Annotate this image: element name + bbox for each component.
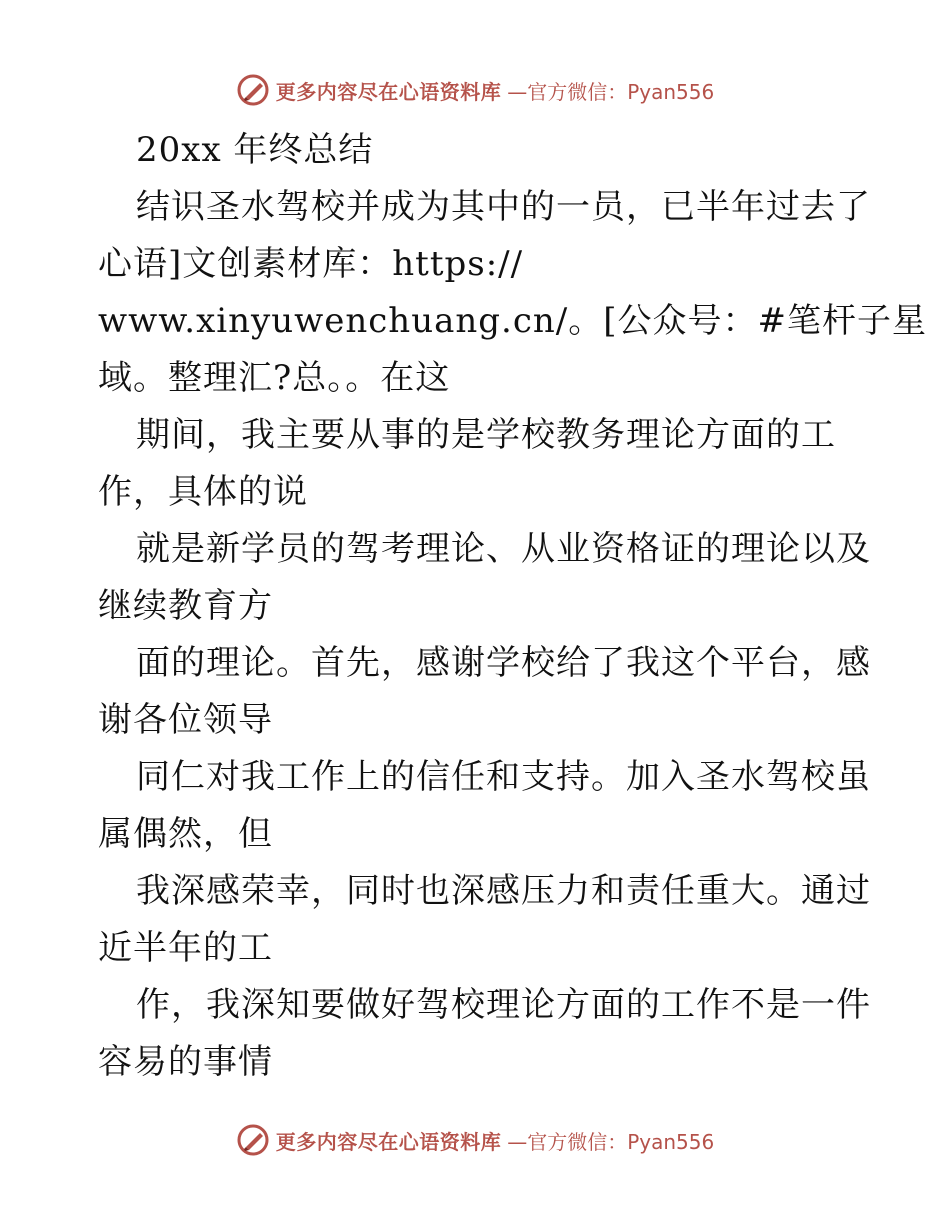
paragraph-line: 作，具体的说: [98, 472, 308, 512]
doc-title: 20xx 年终总结: [136, 130, 374, 170]
paragraph-line: 就是新学员的驾考理论、从业资格证的理论以及: [136, 529, 871, 569]
paragraph-line: www.xinyuwenchuang.cn/。[公众号：#笔杆子星: [98, 301, 927, 341]
logo-icon: [236, 1123, 270, 1157]
paragraph-line: 谢各位领导: [98, 700, 273, 740]
paragraph-line: 作，我深知要做好驾校理论方面的工作不是一件: [136, 985, 871, 1025]
header-banner: [0, 70, 950, 110]
footer-tag: —官方微信：Pyan556: [507, 1129, 715, 1154]
paragraph-line: 继续教育方: [98, 586, 273, 626]
paragraph-line: 域。整理汇?总。。在这: [98, 358, 451, 398]
paragraph-line: 结识圣水驾校并成为其中的一员，已半年过去了: [136, 187, 871, 227]
paragraph-line: 面的理论。首先，感谢学校给了我这个平台，感: [136, 643, 871, 683]
paragraph-line: 容易的事情: [98, 1042, 273, 1082]
footer-banner: [0, 1120, 950, 1160]
paragraph-line: 属偶然，但: [98, 814, 273, 854]
logo-icon: [236, 73, 270, 107]
paragraph-line: 我深感荣幸，同时也深感压力和责任重大。通过: [136, 871, 871, 911]
paragraph-line: 同仁对我工作上的信任和支持。加入圣水驾校虽: [136, 757, 871, 797]
document-body: [98, 122, 927, 1091]
header-tag: —官方微信：Pyan556: [507, 79, 715, 104]
paragraph-line: 期间，我主要从事的是学校教务理论方面的工: [136, 415, 836, 455]
footer-text: 更多内容尽在心语资料库: [275, 1129, 502, 1154]
paragraph-line: 近半年的工: [98, 928, 273, 968]
header-text: 更多内容尽在心语资料库: [275, 79, 502, 104]
paragraph-line: 心语]文创素材库：https://: [98, 244, 524, 284]
